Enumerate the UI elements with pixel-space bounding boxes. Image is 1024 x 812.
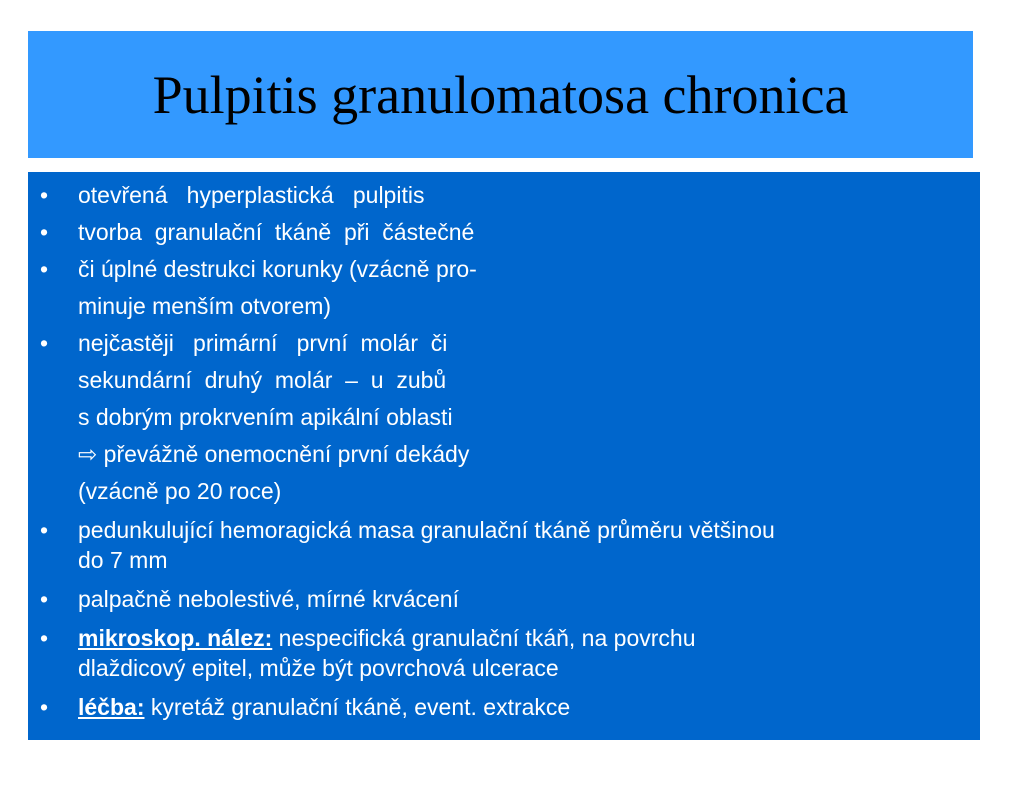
list-item-text	[78, 623, 695, 653]
list-item-text: do 7 mm	[78, 547, 168, 573]
bullet-icon: •	[40, 694, 49, 720]
list-item-text: dlaždicový epitel, může být povrchová ulcerace	[78, 655, 559, 681]
bullet-icon: •	[40, 256, 49, 282]
bullet-icon: •	[40, 182, 49, 208]
treatment-text: kyretáž granulační tkáně, event. extrakce	[144, 694, 571, 720]
list-item-text: nejčastěji primární první molár či	[78, 330, 448, 356]
title-bar	[28, 31, 973, 158]
list-item-text: ⇨ převážně onemocnění první dekády	[78, 441, 470, 467]
microscopy-text: nespecifická granulační tkáň, na povrchu	[272, 625, 696, 651]
list-item-text: pedunkulující hemoragická masa granulační tkáně průměru většinou	[78, 517, 775, 543]
bullet-icon: •	[40, 625, 49, 651]
bullet-icon: •	[40, 517, 49, 543]
bullet-icon: •	[40, 219, 49, 245]
list-item-text: sekundární druhý molár – u zubů	[78, 367, 447, 393]
list-item-text: či úplné destrukci korunky (vzácně pro-	[78, 256, 477, 282]
list-item-text: (vzácně po 20 roce)	[78, 478, 282, 504]
list-item	[28, 692, 980, 812]
list-item-text	[78, 692, 570, 722]
slide-title: Pulpitis granulomatosa chronica	[152, 64, 849, 125]
bullet-icon: •	[40, 330, 49, 356]
microscopy-label: mikroskop. nález:	[78, 625, 273, 651]
list-item-text: palpačně nebolestivé, mírné krvácení	[78, 586, 459, 612]
list-item-text: tvorba granulační tkáně při částečné	[78, 219, 475, 245]
content-panel	[28, 172, 980, 740]
list-item-text: s dobrým prokrvením apikální oblasti	[78, 404, 453, 430]
list-item-text: otevřená hyperplastická pulpitis	[78, 182, 425, 208]
list-item-text: minuje menším otvorem)	[78, 293, 332, 319]
treatment-label: léčba:	[78, 694, 145, 720]
bullet-icon: •	[40, 586, 49, 612]
